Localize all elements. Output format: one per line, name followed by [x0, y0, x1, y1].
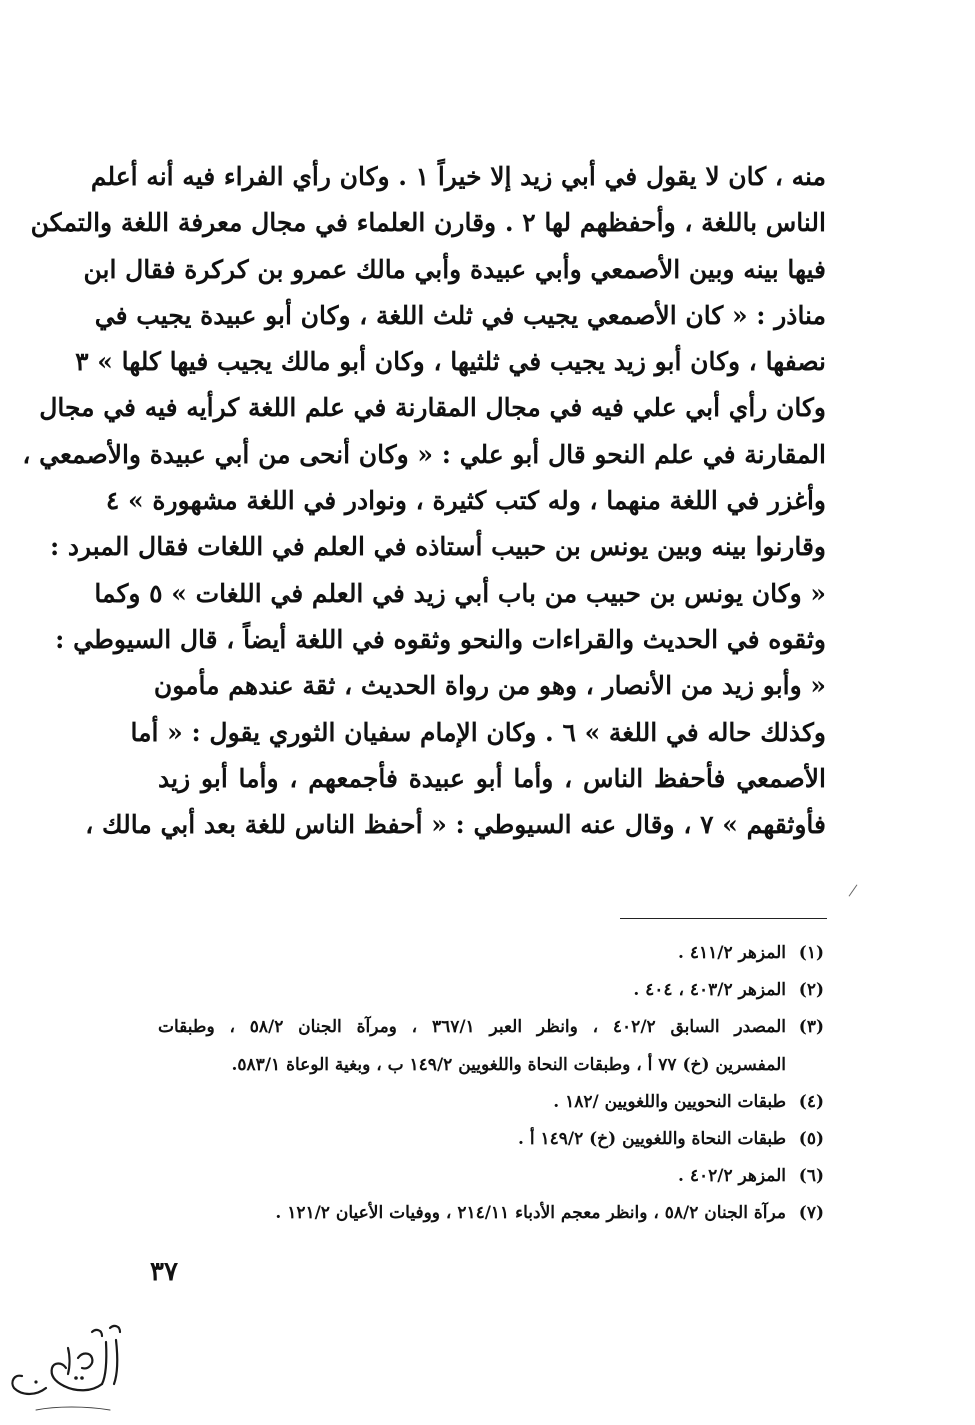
footnote-number: (٧)	[798, 1203, 824, 1224]
footnote-number: (٦)	[798, 1166, 824, 1187]
footnote-item	[158, 972, 824, 1009]
text-line: المقارنة في علم النحو قال أبو علي : « وكان أنحى من أبي عبيدة والأصمعي ،	[22, 439, 826, 469]
footnote-text: المزهر ٤٠٢/٢ .	[678, 1166, 786, 1187]
footnote-number: (١)	[798, 943, 824, 963]
footnote-item	[158, 1121, 824, 1158]
text-line: وأغزر في اللغة منهما ، وله كتب كثيرة ، ونوادر في اللغة مشهورة » ٤	[105, 486, 826, 516]
footnote-text: المصدر السابق ٤٠٢/٢ ، وانظر العبر ٣٦٧/١ ، ومرآة الجنان ٥٨/٢ ، وطبقات	[158, 1017, 786, 1038]
text-line: الأصمعي فأحفظ الناس ، وأما أبو عبيدة فأجمعهم ، وأما أبو زيد	[158, 763, 826, 793]
text-line: « وأبو زيد من الأنصار ، وهو من رواة الحديث ، ثقة عندهم مأمون	[153, 671, 826, 701]
text-line: فأوثقهم » ٧ ، وقال عنه السيوطي : « أحفظ الناس للغة بعد أبي مالك ،	[85, 810, 826, 840]
text-line: وقارنوا بينه وبين يونس بن حبيب أستاذه في العلم في اللغات فقال المبرد :	[49, 532, 826, 562]
text-line: « وكان يونس بن حبيب من باب أبي زيد في العلم في اللغات » ٥ وكما	[94, 578, 826, 608]
text-line: وكان رأي أبي علي فيه في مجال المقارنة في علم اللغة كرأيه فيه في مجال	[39, 393, 826, 423]
footnote-number: (٥)	[798, 1128, 824, 1149]
footnotes-block	[158, 935, 824, 1233]
text-line: نصفها ، وكان أبو زيد يجيب في ثلثيها ، وكان أبو مالك يجيب فيها كلها » ٣	[75, 347, 826, 377]
footnote-item	[158, 935, 824, 972]
footnote-text: المزهر ٤١١/٢ .	[678, 943, 786, 963]
footnote-text: طبقات النحاة واللغويين (خ) ١٤٩/٢ أ .	[517, 1128, 786, 1149]
text-line: وكذلك حاله في اللغة » ٦ . وكان الإمام سفيان الثوري يقول : « أما	[130, 717, 826, 747]
footnote-text: المزهر ٤٠٣/٢ ، ٤٠٤ .	[633, 980, 786, 1001]
footnote-separator	[620, 918, 827, 919]
footnote-text: مرآة الجنان ٥٨/٢ ، وانظر معجم الأدباء ٢١٤/١١ ، ووفيات الأعيان ١٢١/٢ .	[275, 1203, 786, 1224]
text-line: الناس باللغة ، وأحفظهم لها ٢ . وقارن العلماء في مجال معرفة اللغة والتمكن	[30, 208, 826, 238]
footnote-item	[158, 1009, 824, 1046]
footnote-number: (٤)	[798, 1091, 824, 1112]
seal-calligraphy-icon	[6, 1318, 136, 1418]
footnote-text: طبقات النحويين واللغويين /١٨٢ .	[553, 1091, 786, 1112]
footnote-number: (٢)	[798, 980, 824, 1001]
main-text-block	[22, 154, 826, 848]
text-line: وثقوه في الحديث والقراءات والنحو وثقوه في اللغة أيضاً ، قال السيوطي :	[55, 624, 826, 654]
footnote-continuation: المفسرين (خ) ٧٧ أ ، وطبقات النحاة واللغويين ١٤٩/٢ ب ، وبغية الوعاة ٥٨٣/١.	[231, 1054, 786, 1075]
page-number: ٣٧	[150, 1257, 178, 1287]
footnote-item	[158, 1195, 824, 1232]
footnote-item	[158, 1084, 824, 1121]
text-line: مناذر : « كان الأصمعي يجيب في ثلث اللغة ، وكان أبو عبيدة يجيب في	[94, 300, 826, 330]
calligraphy-seal	[6, 1318, 136, 1418]
footnote-number: (٣)	[798, 1017, 824, 1038]
text-line: منه ، كان لا يقول في أبي زيد إلا خيراً ١ . وكان رأي الفراء فيه أنه أعلم	[90, 162, 826, 191]
footnote-item	[158, 1158, 824, 1195]
text-line: فيها بينه وبين الأصمعي وأبي عبيدة وأبي مالك عمرو بن كركرة فقال ابن	[83, 254, 826, 284]
stray-pen-mark	[849, 884, 858, 896]
